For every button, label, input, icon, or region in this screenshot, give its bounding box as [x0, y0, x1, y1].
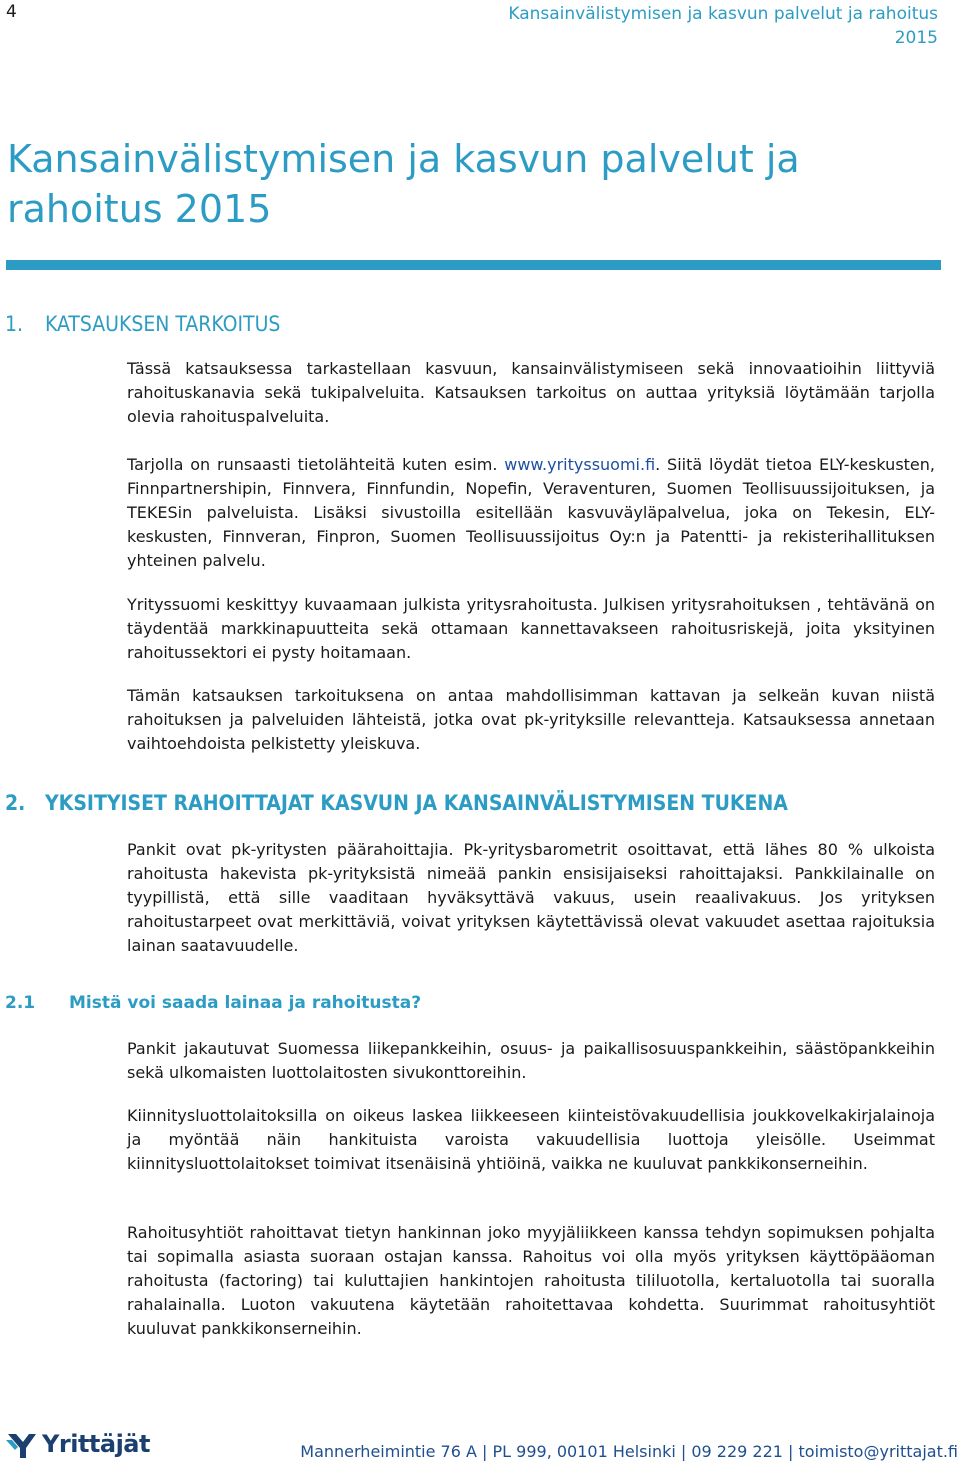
section-2-number: 2. — [5, 791, 26, 815]
section-2-1-paragraph-3: Rahoitusyhtiöt rahoittavat tietyn hankinnan joko myyjäliikkeen kanssa tehdyn sopimuksen pohjalta tai sopimalla asiasta suoraan ostajan kanssa. Rahoitus voi olla myös yrityksen käyttöpääoman rahoitusta (factoring) tai kuluttajien hankintojen rahoitusta tililuotolla, kertaluotolla tai suoralla rahalainalla. Luoton vakuutena käytetään rahoitettavaa kohdetta. Suurimmat rahoitusyhtiöt kuuluvat pankkikonserneihin. — [127, 1223, 935, 1338]
section-2-1-paragraph-2: Kiinnitysluottolaitoksilla on oikeus laskea liikkeeseen kiinteistövakuudellisia joukkovelkakirjalainoja ja myöntää näin hankituista varoista vakuudellisia luottoja yleisölle. Useimmat kiinnitysluottolaitokset toimivat itsenäisinä yhtiöinä, vaikka ne kuuluvat pankkikonserneihin. — [127, 1106, 935, 1173]
section-1-heading — [5, 311, 280, 337]
section-2-paragraph-1: Pankit ovat pk-yritysten päärahoittajia. Pk-yritysbarometrit osoittavat, että lähes 80 % ulkoista rahoitusta hakevista pk-yrityksistä nimeää pankin ensisijaiseksi rahoittajaksi. Pankkilainalle on tyypillistä, että sille vaaditaan hyväksyttävä vakuus, usein reaalivakuus. Jos yrityksen rahoitustarpeet ovat merkittäviä, voivat yrityksen käytettävissä olevat vakuudet asettaa rajoituksia lainan saatavuudelle. — [127, 840, 935, 955]
section-2-title: YKSITYISET RAHOITTAJAT KASVUN JA KANSAINVÄLISTYMISEN TUKENA — [45, 791, 788, 815]
logo-mark-icon — [6, 1430, 38, 1460]
logo-text: Yrittäjät — [42, 1430, 150, 1458]
document-title: Kansainvälistymisen ja kasvun palvelut ja rahoitus 2015 — [7, 137, 800, 231]
section-1-paragraph-2 — [127, 453, 935, 573]
yrityssuomi-link[interactable]: www.yrityssuomi.fi — [504, 455, 656, 474]
section-1-number: 1. — [5, 312, 24, 336]
running-header: Kansainvälistymisen ja kasvun palvelut ja rahoitus 2015 — [508, 4, 938, 48]
section-2-1-number: 2.1 — [5, 993, 36, 1013]
paragraph-text: Tarjolla on runsaasti tietolähteitä kuten esim. — [127, 455, 505, 474]
paragraph-text: . Siitä löydät tietoa ELY-keskusten, Finnpartnershipin, Finnvera, Finnfundin, Nopefin, Veraventuren, Suomen Teollisuussijoituksen, ja TEKESin palveluista. Lisäksi sivustoilla esitellään kasvuväyläpalvelua, joka on Tekesin, ELY-keskusten, Finnveran, Finpron, Suomen Teollisuussijoitus Oy:n ja Patentti- ja rekisterihallituksen yhteinen palvelu. — [127, 455, 936, 570]
section-1-paragraph-4: Tämän katsauksen tarkoituksena on antaa mahdollisimman kattavan ja selkeän kuvan niistä rahoituksen ja palveluiden lähteistä, jotka ovat pk-yrityksille relevantteja. Katsauksessa annetaan vaihtoehdoista pelkistetty yleiskuva. — [127, 686, 935, 753]
section-2-1-title: Mistä voi saada lainaa ja rahoitusta? — [69, 993, 422, 1013]
footer — [0, 1424, 960, 1466]
section-1-paragraph-3: Yrityssuomi keskittyy kuvaamaan julkista yritysrahoitusta. Julkisen yritysrahoituksen , tehtävänä on täydentää markkinapuutteita sekä ottamaan kannettavakseen rahoitusriskejä, joita yksityinen rahoitussektori ei pysty hoitamaan. — [127, 595, 935, 662]
section-2-heading — [5, 790, 788, 816]
title-divider — [6, 260, 941, 270]
section-2-1-heading — [5, 991, 421, 1015]
section-1-title: KATSAUKSEN TARKOITUS — [45, 312, 281, 336]
page-number: 4 — [6, 2, 17, 22]
section-1-paragraph-1: Tässä katsauksessa tarkastellaan kasvuun, kansainvälistymiseen sekä innovaatioihin liittyviä rahoituskanavia sekä tukipalveluita. Katsauksen tarkoitus on auttaa yrityksiä löytämään tarjolla olevia rahoituspalveluita. — [127, 359, 935, 426]
yrittajat-logo — [6, 1428, 150, 1462]
section-2-1-paragraph-1: Pankit jakautuvat Suomessa liikepankkeihin, osuus- ja paikallisosuuspankkeihin, säästöpankkeihin sekä ulkomaisten luottolaitosten sivukonttoreihin. — [127, 1039, 935, 1082]
footer-address: Mannerheimintie 76 A | PL 999, 00101 Helsinki | 09 229 221 | toimisto@yrittajat.fi — [300, 1442, 958, 1461]
